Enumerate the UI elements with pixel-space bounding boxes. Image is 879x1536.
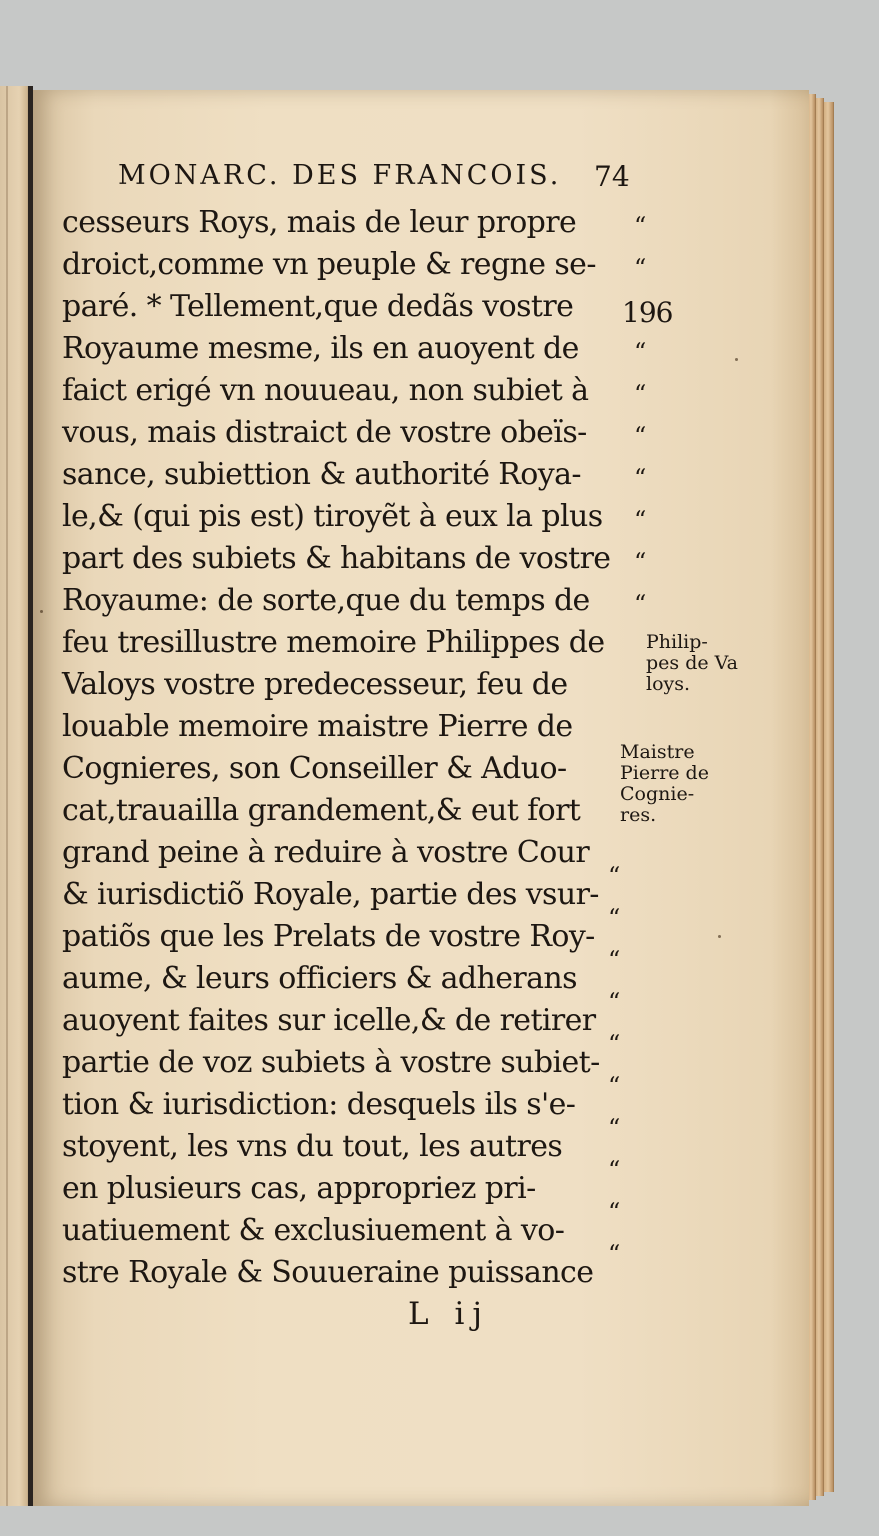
text-line: & iurisdictiõ Royale, partie des vsur-	[62, 877, 599, 912]
side-note-pierre	[620, 742, 709, 826]
text-line: droict,comme vn peuple & regne se-	[62, 247, 596, 282]
side-note-line: pes de Va	[646, 652, 738, 674]
text-line: part des subiets & habitans de vostre	[62, 541, 611, 576]
margin-quote-mark: “	[634, 212, 647, 240]
margin-quote-mark: “	[608, 946, 621, 974]
text-line: Valoys vostre predecesseur, feu de	[62, 667, 568, 702]
text-line: Cognieres, son Conseiller & Aduo-	[62, 751, 567, 786]
margin-quote-mark: “	[634, 506, 647, 534]
paper-speck	[40, 610, 43, 613]
page-number: 74	[594, 160, 630, 193]
margin-quote-mark: “	[608, 1240, 621, 1268]
margin-quote-mark: “	[634, 464, 647, 492]
margin-quote-mark: “	[608, 862, 621, 890]
paper-speck	[735, 358, 738, 361]
margin-quote-mark: “	[634, 548, 647, 576]
side-note-line: Pierre de	[620, 762, 709, 784]
text-line: paré. * Tellement,que dedãs vostre	[62, 289, 574, 324]
margin-quote-mark: “	[634, 254, 647, 282]
text-line: partie de voz subiets à vostre subiet-	[62, 1045, 600, 1080]
text-line: cesseurs Roys, mais de leur propre	[62, 205, 577, 240]
margin-quote-mark: “	[634, 380, 647, 408]
page-edge-stack	[823, 102, 834, 1492]
text-line: stoyent, les vns du tout, les autres	[62, 1129, 563, 1164]
margin-quote-mark: “	[608, 904, 621, 932]
margin-quote-mark: “	[634, 590, 647, 618]
side-note-line: res.	[620, 804, 657, 826]
margin-quote-mark: “	[608, 1198, 621, 1226]
text-line: Royaume: de sorte,que du temps de	[62, 583, 590, 618]
text-line: sance, subiettion & authorité Roya-	[62, 457, 581, 492]
text-line: stre Royale & Souueraine puissance	[62, 1255, 594, 1290]
side-note-line: Maistre	[620, 741, 695, 763]
text-line: vous, mais distraict de vostre obeïs-	[62, 415, 587, 450]
text-line: le,& (qui pis est) tiroyẽt à eux la plus	[62, 499, 603, 534]
text-line: tion & iurisdiction: desquels ils s'e-	[62, 1087, 576, 1122]
text-line: auoyent faites sur icelle,& de retirer	[62, 1003, 596, 1038]
paper-speck	[718, 935, 721, 938]
side-note-line: Cognie-	[620, 783, 695, 805]
side-note-philippes	[646, 632, 738, 695]
running-title: MONARC. DES FRANCOIS.	[118, 160, 562, 191]
text-line: en plusieurs cas, appropriez pri-	[62, 1171, 536, 1206]
text-line: faict erigé vn nouueau, non subiet à	[62, 373, 589, 408]
margin-quote-mark: “	[634, 338, 647, 366]
text-line: cat,trauailla grandement,& eut fort	[62, 793, 581, 828]
text-line: uatiuement & exclusiuement à vo-	[62, 1213, 565, 1248]
text-line: aume, & leurs officiers & adherans	[62, 961, 577, 996]
margin-quote-mark: “	[634, 422, 647, 450]
side-note-line: Philip-	[646, 631, 708, 653]
margin-quote-mark: “	[608, 1030, 621, 1058]
margin-quote-mark: “	[608, 1072, 621, 1100]
text-line: feu tresillustre memoire Philippes de	[62, 625, 605, 660]
running-header	[118, 160, 658, 200]
text-line: grand peine à reduire à vostre Cour	[62, 835, 590, 870]
margin-quote-mark: “	[608, 988, 621, 1016]
margin-quote-mark: “	[608, 1114, 621, 1142]
side-note-line: loys.	[646, 673, 691, 695]
signature-mark: L ij	[408, 1296, 490, 1332]
margin-quote-mark: “	[608, 1156, 621, 1184]
page-edge-stack	[815, 98, 824, 1496]
text-line: patiõs que les Prelats de vostre Roy-	[62, 919, 595, 954]
text-line: Royaume mesme, ils en auoyent de	[62, 331, 579, 366]
margin-number: 196	[622, 296, 673, 329]
text-line: louable memoire maistre Pierre de	[62, 709, 573, 744]
